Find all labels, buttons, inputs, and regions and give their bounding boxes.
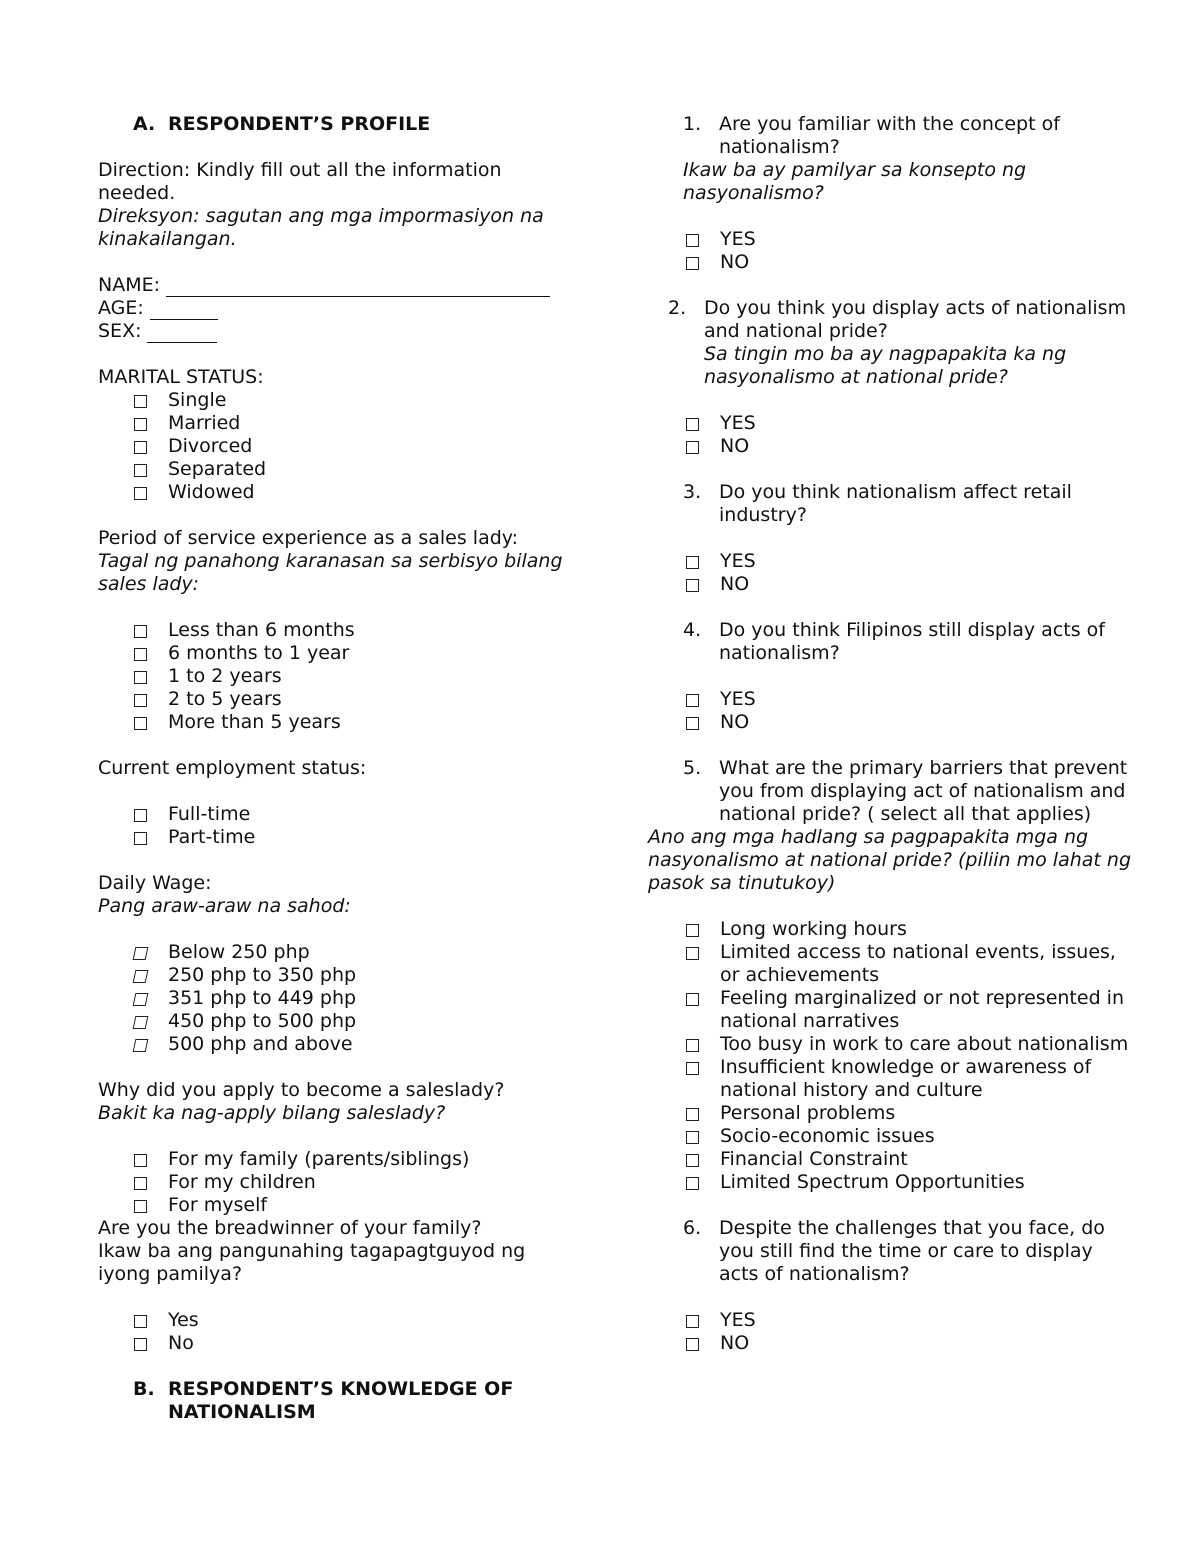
question-1: [648, 113, 1138, 159]
question-text: Despite the challenges that you face, do you still find the time or care to display acts of nationalism?: [719, 1217, 1105, 1285]
checkbox-icon[interactable]: [686, 1177, 699, 1190]
option-label: 2 to 5 years: [168, 688, 282, 710]
checkbox-option[interactable]: [648, 711, 1138, 734]
option-label: Long working hours: [720, 918, 907, 940]
checkbox-option[interactable]: [98, 1148, 568, 1171]
option-label: NO: [720, 711, 750, 733]
question-number: 6.: [683, 1217, 702, 1239]
checkbox-icon[interactable]: [686, 257, 699, 270]
checkbox-icon[interactable]: [686, 1315, 699, 1328]
checkbox-option[interactable]: [98, 826, 568, 849]
direction-en: Direction: Kindly fill out all the information needed.: [98, 159, 502, 204]
option-label: 1 to 2 years: [168, 665, 282, 687]
option-label: For my family (parents/siblings): [168, 1148, 470, 1170]
option-label: 500 php and above: [168, 1033, 353, 1055]
checkbox-icon[interactable]: [133, 1016, 149, 1029]
checkbox-icon[interactable]: [686, 717, 699, 730]
option-label: Less than 6 months: [168, 619, 355, 641]
checkbox-option[interactable]: [648, 1125, 1138, 1148]
checkbox-icon[interactable]: [133, 947, 149, 960]
question-6: [648, 1217, 1138, 1286]
checkbox-icon[interactable]: [134, 1177, 147, 1190]
checkbox-icon[interactable]: [134, 1315, 147, 1328]
breadwinner-question-en: Are you the breadwinner of your family?: [98, 1217, 482, 1239]
checkbox-option[interactable]: [98, 458, 568, 481]
option-label: YES: [720, 688, 756, 710]
checkbox-icon[interactable]: [134, 625, 147, 638]
checkbox-option[interactable]: [648, 412, 1138, 435]
checkbox-icon[interactable]: [686, 1338, 699, 1351]
checkbox-icon[interactable]: [686, 234, 699, 247]
checkbox-option[interactable]: [98, 642, 568, 665]
checkbox-icon[interactable]: [686, 1154, 699, 1167]
why-question-tl: Bakit ka nag-apply bilang saleslady?: [98, 1102, 446, 1124]
checkbox-option[interactable]: [648, 228, 1138, 251]
option-label: Separated: [168, 458, 267, 480]
option-label: 250 php to 350 php: [168, 964, 357, 986]
checkbox-icon[interactable]: [133, 1039, 149, 1052]
checkbox-option[interactable]: [98, 688, 568, 711]
section-a-title: RESPONDENT’S PROFILE: [168, 113, 431, 135]
checkbox-icon[interactable]: [134, 1338, 147, 1351]
option-label: Single: [168, 389, 227, 411]
checkbox-option[interactable]: [648, 435, 1138, 458]
checkbox-option[interactable]: [648, 1102, 1138, 1125]
option-label: Limited access to national events, issues, or achievements: [720, 941, 1116, 986]
checkbox-option[interactable]: [98, 1194, 568, 1217]
name-blank-line[interactable]: [166, 278, 550, 297]
checkbox-option[interactable]: [648, 1148, 1138, 1171]
option-label: NO: [720, 573, 750, 595]
checkbox-icon[interactable]: [686, 993, 699, 1006]
option-label: YES: [720, 1309, 756, 1331]
age-label: AGE:: [98, 297, 144, 319]
service-options: [98, 619, 568, 734]
section-b-title: RESPONDENT’S KNOWLEDGE OF NATIONALISM: [168, 1378, 514, 1423]
checkbox-icon[interactable]: [686, 1039, 699, 1052]
question-number: 4.: [683, 619, 702, 641]
checkbox-icon[interactable]: [686, 579, 699, 592]
option-label: For myself: [168, 1194, 268, 1216]
checkbox-icon[interactable]: [686, 556, 699, 569]
question-text: Are you familiar with the concept of nationalism?: [719, 113, 1060, 158]
option-label: YES: [720, 412, 756, 434]
checkbox-option[interactable]: [98, 987, 568, 1010]
checkbox-option[interactable]: [648, 987, 1138, 1033]
direction-tl: Direksyon: sagutan ang mga impormasiyon na kinakailangan.: [98, 205, 544, 250]
option-label: Insufficient knowledge or awareness of national history and culture: [720, 1056, 1092, 1101]
option-label: Personal problems: [720, 1102, 896, 1124]
checkbox-option[interactable]: [98, 619, 568, 642]
option-label: Below 250 php: [168, 941, 310, 963]
checkbox-icon[interactable]: [134, 694, 147, 707]
option-label: More than 5 years: [168, 711, 341, 733]
sex-field[interactable]: [98, 320, 568, 343]
checkbox-icon[interactable]: [686, 1131, 699, 1144]
service-question-tl: Tagal ng panahong karanasan sa serbisyo bilang sales lady:: [98, 550, 563, 595]
question-4: [648, 619, 1138, 665]
option-label: No: [168, 1332, 194, 1354]
left-column: [98, 113, 568, 1424]
option-label: YES: [720, 550, 756, 572]
question-number: 1.: [683, 113, 702, 135]
checkbox-option[interactable]: [98, 665, 568, 688]
checkbox-option[interactable]: [98, 1309, 568, 1332]
wage-question-en: Daily Wage:: [98, 872, 212, 894]
section-a-letter: A.: [133, 113, 156, 135]
option-label: Feeling marginalized or not represented in national narratives: [720, 987, 1124, 1032]
option-label: Married: [168, 412, 241, 434]
option-label: 450 php to 500 php: [168, 1010, 357, 1032]
checkbox-icon[interactable]: [686, 694, 699, 707]
name-field[interactable]: [98, 274, 568, 297]
checkbox-option[interactable]: [648, 550, 1138, 573]
checkbox-option[interactable]: [648, 1056, 1138, 1102]
checkbox-option[interactable]: [648, 1171, 1138, 1194]
checkbox-option[interactable]: [648, 1033, 1138, 1056]
checkbox-icon[interactable]: [686, 418, 699, 431]
right-column: [648, 113, 1138, 1355]
checkbox-option[interactable]: [98, 1033, 568, 1056]
checkbox-icon[interactable]: [134, 671, 147, 684]
checkbox-icon[interactable]: [134, 464, 147, 477]
section-a-heading: [98, 113, 568, 136]
sex-label: SEX:: [98, 320, 142, 342]
checkbox-icon[interactable]: [686, 1062, 699, 1075]
marital-status-label: MARITAL STATUS:: [98, 366, 264, 388]
breadwinner-question-tl: Ikaw ba ang pangunahing tagapagtguyod ng iyong pamilya?: [98, 1240, 526, 1285]
sex-blank-line[interactable]: [147, 324, 217, 343]
checkbox-icon[interactable]: [134, 1154, 147, 1167]
breadwinner-options: [98, 1309, 568, 1355]
question-number: 3.: [683, 481, 702, 503]
checkbox-icon[interactable]: [134, 648, 147, 661]
question-3: [648, 481, 1138, 527]
checkbox-option[interactable]: [648, 573, 1138, 596]
checkbox-option[interactable]: [98, 1171, 568, 1194]
option-label: Financial Constraint: [720, 1148, 908, 1170]
checkbox-option[interactable]: [98, 803, 568, 826]
checkbox-icon[interactable]: [133, 970, 149, 983]
employment-question: Current employment status:: [98, 757, 367, 779]
name-label: NAME:: [98, 274, 161, 296]
checkbox-option[interactable]: [98, 412, 568, 435]
option-label: Yes: [168, 1309, 199, 1331]
checkbox-option[interactable]: [648, 941, 1138, 987]
option-label: For my children: [168, 1171, 316, 1193]
section-b-heading: [98, 1378, 568, 1424]
checkbox-icon[interactable]: [134, 832, 147, 845]
option-label: Limited Spectrum Opportunities: [720, 1171, 1025, 1193]
section-b-letter: B.: [133, 1378, 155, 1400]
option-label: NO: [720, 1332, 750, 1354]
employment-options: [98, 803, 568, 849]
checkbox-option[interactable]: [648, 251, 1138, 274]
checkbox-option[interactable]: [98, 964, 568, 987]
wage-options: [98, 941, 568, 1056]
checkbox-option[interactable]: [98, 1332, 568, 1355]
option-label: Socio-economic issues: [720, 1125, 935, 1147]
why-options: [98, 1148, 568, 1217]
question-1-translation: Ikaw ba ay pamilyar sa konsepto ng nasyonalismo?: [683, 159, 1027, 204]
checkbox-option[interactable]: [98, 1010, 568, 1033]
option-label: 6 months to 1 year: [168, 642, 350, 664]
service-question-en: Period of service experience as a sales lady:: [98, 527, 519, 549]
question-5-translation: Ano ang mga hadlang sa pagpapakita mga ng nasyonalismo at national pride? (piliin mo lahat ng pasok sa tinutukoy): [648, 826, 1132, 894]
checkbox-icon[interactable]: [134, 1200, 147, 1213]
question-text: Do you think you display acts of nationalism and national pride?: [704, 297, 1127, 342]
option-label: Part-time: [168, 826, 256, 848]
option-label: Divorced: [168, 435, 253, 457]
option-label: Widowed: [168, 481, 255, 503]
question-number: 5.: [683, 757, 702, 779]
checkbox-icon[interactable]: [134, 487, 147, 500]
option-label: Too busy in work to care about nationalism: [720, 1033, 1129, 1055]
option-label: 351 php to 449 php: [168, 987, 357, 1009]
checkbox-icon[interactable]: [686, 1108, 699, 1121]
checkbox-option[interactable]: [98, 389, 568, 412]
checkbox-icon[interactable]: [686, 924, 699, 937]
wage-question-tl: Pang araw-araw na sahod:: [98, 895, 351, 917]
question-number: 2.: [668, 297, 687, 319]
checkbox-option[interactable]: [98, 481, 568, 504]
age-field[interactable]: [98, 297, 568, 320]
checkbox-icon[interactable]: [134, 717, 147, 730]
question-text: Do you think Filipinos still display acts of nationalism?: [719, 619, 1105, 664]
checkbox-option[interactable]: [98, 435, 568, 458]
checkbox-icon[interactable]: [134, 395, 147, 408]
checkbox-option[interactable]: [648, 688, 1138, 711]
option-label: YES: [720, 228, 756, 250]
checkbox-icon[interactable]: [134, 809, 147, 822]
checkbox-option[interactable]: [648, 1332, 1138, 1355]
checkbox-option[interactable]: [648, 918, 1138, 941]
checkbox-icon[interactable]: [134, 418, 147, 431]
option-label: Full-time: [168, 803, 251, 825]
why-question-en: Why did you apply to become a saleslady?: [98, 1079, 505, 1101]
age-blank-line[interactable]: [150, 301, 218, 320]
checkbox-option[interactable]: [648, 1309, 1138, 1332]
question-text: Do you think nationalism affect retail industry?: [719, 481, 1072, 526]
option-label: NO: [720, 251, 750, 273]
checkbox-icon[interactable]: [686, 441, 699, 454]
question-2: [648, 297, 1138, 389]
checkbox-icon[interactable]: [134, 441, 147, 454]
checkbox-option[interactable]: [98, 941, 568, 964]
question-translation: Sa tingin mo ba ay nagpapakita ka ng nasyonalismo at national pride?: [704, 343, 1067, 388]
checkbox-icon[interactable]: [133, 993, 149, 1006]
question-5: [648, 757, 1138, 826]
marital-options: [98, 389, 568, 504]
option-label: NO: [720, 435, 750, 457]
checkbox-icon[interactable]: [686, 947, 699, 960]
checkbox-option[interactable]: [98, 711, 568, 734]
barrier-options: [648, 918, 1138, 1194]
question-text: What are the primary barriers that prevent you from displaying act of nationalism and national pride? ( select all that applies): [719, 757, 1128, 825]
